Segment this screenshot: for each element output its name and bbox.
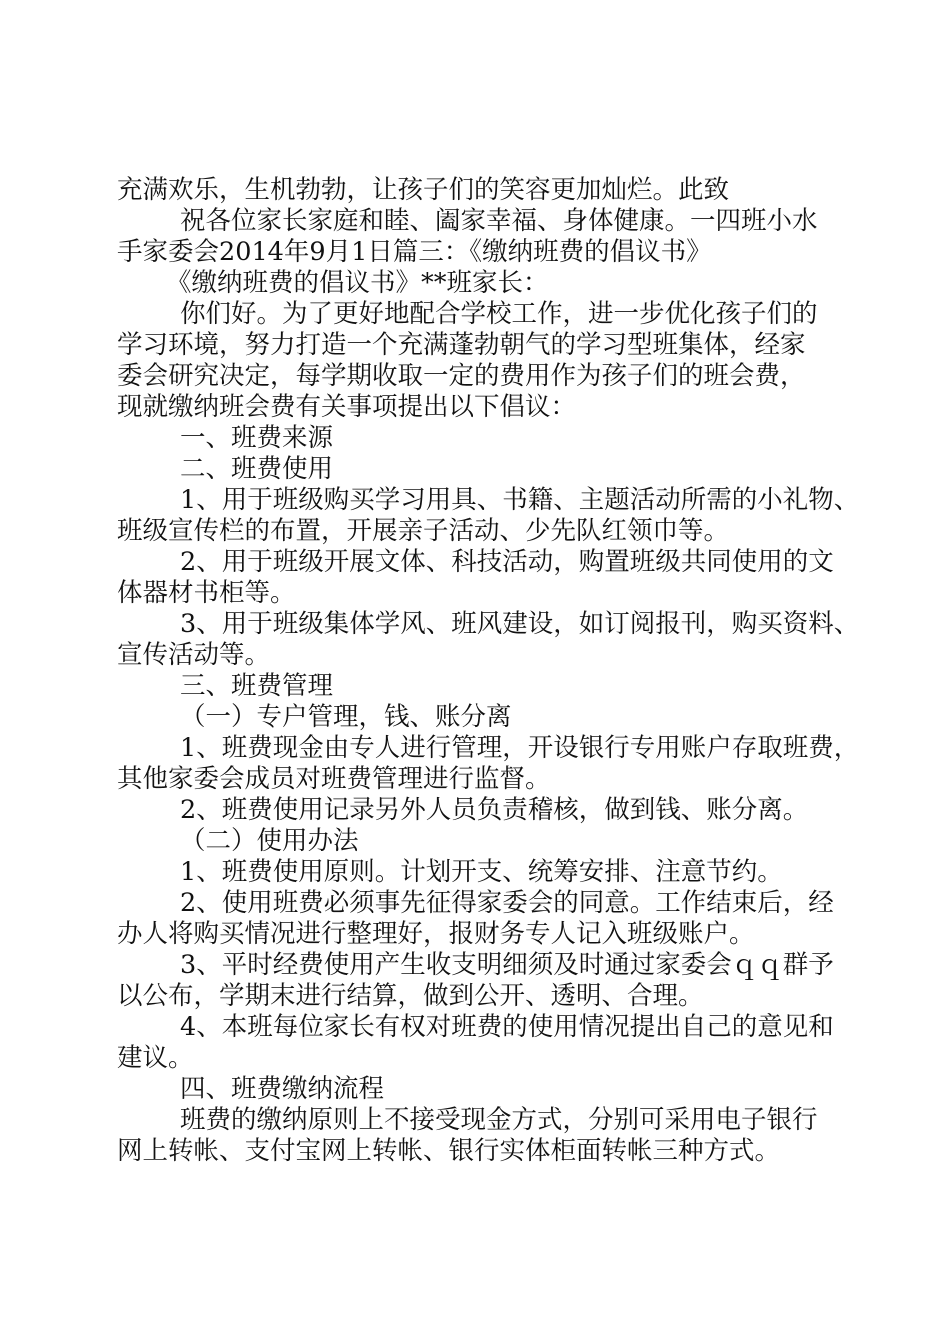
text-line: 1、班费现金由专人进行管理，开设银行专用账户存取班费，: [180, 733, 860, 763]
text-line: 2、班费使用记录另外人员负责稽核，做到钱、账分离。: [180, 795, 809, 825]
text-line: 你们好。为了更好地配合学校工作，进一步优化孩子们的: [180, 299, 818, 329]
text-line: 1、用于班级购买学习用具、书籍、主题活动所需的小礼物、: [180, 485, 860, 515]
text-line: 宣传活动等。: [117, 640, 271, 670]
text-line: 3、平时经费使用产生收支明细须及时通过家委会ｑｑ群予: [180, 950, 834, 980]
text-line: 学习环境，努力打造一个充满蓬勃朝气的学习型班集体，经家: [117, 330, 806, 360]
text-line: 手家委会2014年9月1日篇三：《缴纳班费的倡议书》: [117, 237, 712, 267]
text-line: 建议。: [117, 1043, 194, 1073]
section-heading: 一、班费来源: [180, 423, 334, 453]
text-line: 祝各位家长家庭和睦、阖家幸福、身体健康。一四班小水: [180, 206, 818, 236]
subsection-heading: （二）使用办法: [180, 826, 359, 856]
text-line: 班级宣传栏的布置，开展亲子活动、少先队红领巾等。: [117, 516, 730, 546]
text-line: 4、本班每位家长有权对班费的使用情况提出自己的意见和: [180, 1012, 834, 1042]
text-line: 现就缴纳班会费有关事项提出以下倡议：: [117, 392, 577, 422]
text-line: 《缴纳班费的倡议书》**班家长：: [166, 268, 549, 298]
section-heading: 三、班费管理: [180, 671, 334, 701]
text-line: 以公布，学期末进行结算，做到公开、透明、合理。: [117, 981, 704, 1011]
text-line: 班费的缴纳原则上不接受现金方式，分别可采用电子银行: [180, 1105, 818, 1135]
text-line: 2、使用班费必须事先征得家委会的同意。工作结束后，经: [180, 888, 834, 918]
text-line: 办人将购买情况进行整理好，报财务专人记入班级账户。: [117, 919, 755, 949]
text-line: 2、用于班级开展文体、科技活动，购置班级共同使用的文: [180, 547, 834, 577]
text-line: 3、用于班级集体学风、班风建设，如订阅报刊，购买资料、: [180, 609, 860, 639]
section-heading: 四、班费缴纳流程: [180, 1074, 385, 1104]
text-line: 1、班费使用原则。计划开支、统筹安排、注意节约。: [180, 857, 783, 887]
section-heading: 二、班费使用: [180, 454, 334, 484]
text-line: 其他家委会成员对班费管理进行监督。: [117, 764, 551, 794]
text-line: 体器材书柜等。: [117, 578, 296, 608]
text-line: 网上转帐、支付宝网上转帐、银行实体柜面转帐三种方式。: [117, 1136, 781, 1166]
text-line: 委会研究决定，每学期收取一定的费用作为孩子们的班会费，: [117, 361, 806, 391]
subsection-heading: （一）专户管理，钱、账分离: [180, 702, 512, 732]
text-line: 充满欢乐，生机勃勃，让孩子们的笑容更加灿烂。此致: [117, 175, 730, 205]
